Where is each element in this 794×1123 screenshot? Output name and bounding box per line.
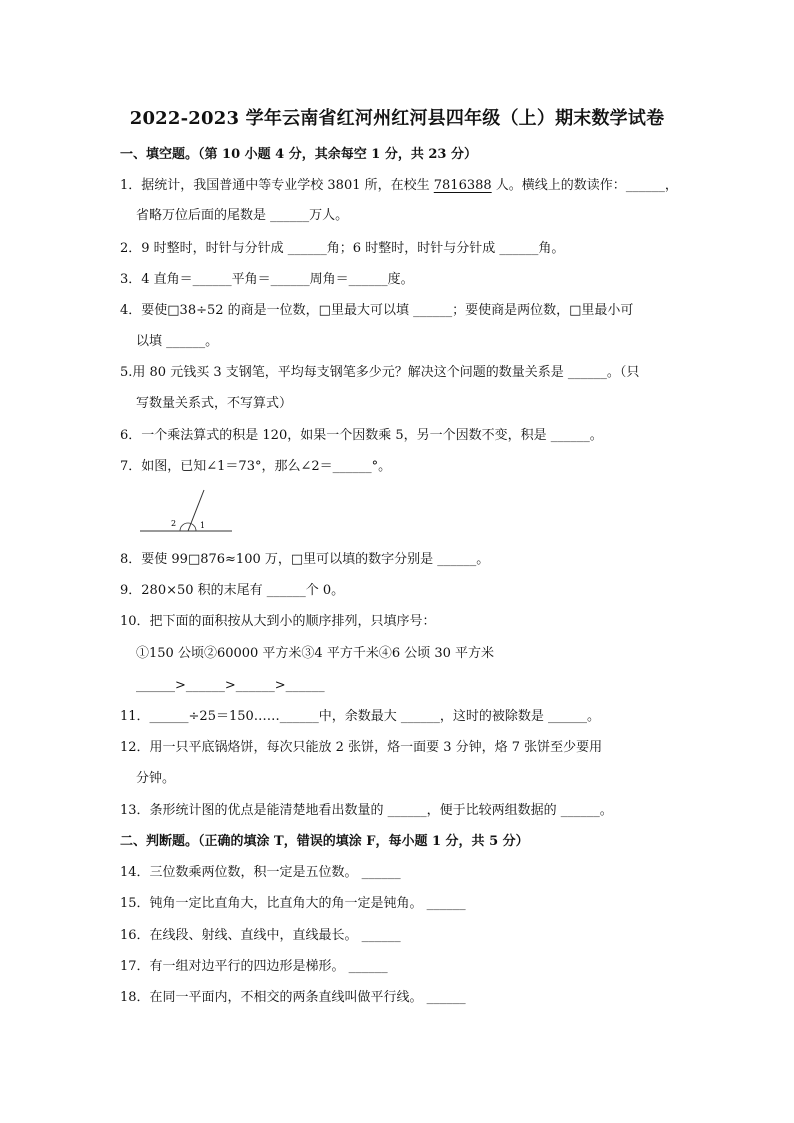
question-4-line2: 以填 ______。	[136, 334, 219, 349]
question-13: 13．条形统计图的优点是能清楚地看出数量的 ______，便于比较两组数据的 ______。	[120, 803, 613, 818]
angle-figure	[140, 488, 240, 538]
question-1-text-b: 人。横线上的数读作：	[491, 178, 626, 193]
question-1	[120, 177, 678, 195]
question-14: 14．三位数乘两位数，积一定是五位数。 ______	[120, 865, 401, 880]
question-17: 17．有一组对边平行的四边形是梯形。 ______	[120, 959, 388, 974]
question-16: 16．在线段、射线、直线中，直线最长。 ______	[120, 928, 401, 943]
section-fill-blank-heading: 一、填空题。（第 10 小题 4 分，其余每空 1 分，共 23 分）	[120, 147, 477, 162]
angle-2-label: 2	[171, 519, 177, 528]
question-12: 12．用一只平底锅烙饼，每次只能放 2 张饼，烙一面要 3 分钟，烙 7 张饼至少要用	[120, 740, 603, 755]
question-9: 9．280×50 积的末尾有 ______个 0。	[120, 583, 345, 598]
question-3: 3．4 直角＝______平角＝______周角＝______度。	[120, 272, 414, 287]
question-1-line2: 省略万位后面的尾数是 ______万人。	[136, 208, 349, 223]
question-12-line2: 分钟。	[136, 771, 176, 786]
question-11: 11．______÷25＝150……______中，余数最大 ______，这时的被除数是 ______。	[120, 709, 601, 724]
question-5-line2: 写数量关系式，不写算式）	[136, 396, 293, 411]
question-18: 18．在同一平面内，不相交的两条直线叫做平行线。 ______	[120, 990, 466, 1005]
section-true-false-heading: 二、判断题。（正确的填涂 T，错误的填涂 F，每小题 1 分，共 5 分）	[120, 834, 529, 849]
angle-1-label: 1	[200, 521, 206, 530]
question-4: 4．要使□38÷52 的商是一位数，□里最大可以填 ______；要使商是两位数，□里最小可	[120, 303, 634, 318]
question-15: 15．钝角一定比直角大，比直角大的角一定是钝角。 ______	[120, 896, 466, 911]
question-10: 10．把下面的面积按从大到小的顺序排列，只填序号：	[120, 614, 436, 629]
question-1-text-a: 1．据统计，我国普通中等专业学校 3801 所，在校生	[120, 178, 434, 193]
question-1-tail: ______，	[625, 178, 678, 193]
question-8: 8．要使 99□876≈100 万，□里可以填的数字分别是 ______。	[120, 552, 490, 567]
page-title: 2022-2023 学年云南省红河州红河县四年级（上）期末数学试卷	[129, 108, 665, 129]
question-7: 7．如图，已知∠1＝73°，那么∠2＝______°。	[120, 459, 392, 474]
question-2: 2．9 时整时，时针与分针成 ______角；6 时整时，时针与分针成 ______角。	[120, 241, 565, 256]
question-5: 5.用 80 元钱买 3 支钢笔，平均每支钢笔多少元？解决这个问题的数量关系是 ______。（只	[120, 365, 640, 380]
question-10-options: ①150 公顷②60000 平方米③4 平方千米④6 公顷 30 平方米	[136, 646, 495, 661]
question-6: 6．一个乘法算式的积是 120，如果一个因数乘 5，另一个因数不变，积是 ______。	[120, 428, 603, 443]
question-1-number: 7816388	[433, 178, 492, 193]
question-10-answer-blanks: ______>______>______>______	[136, 678, 325, 693]
